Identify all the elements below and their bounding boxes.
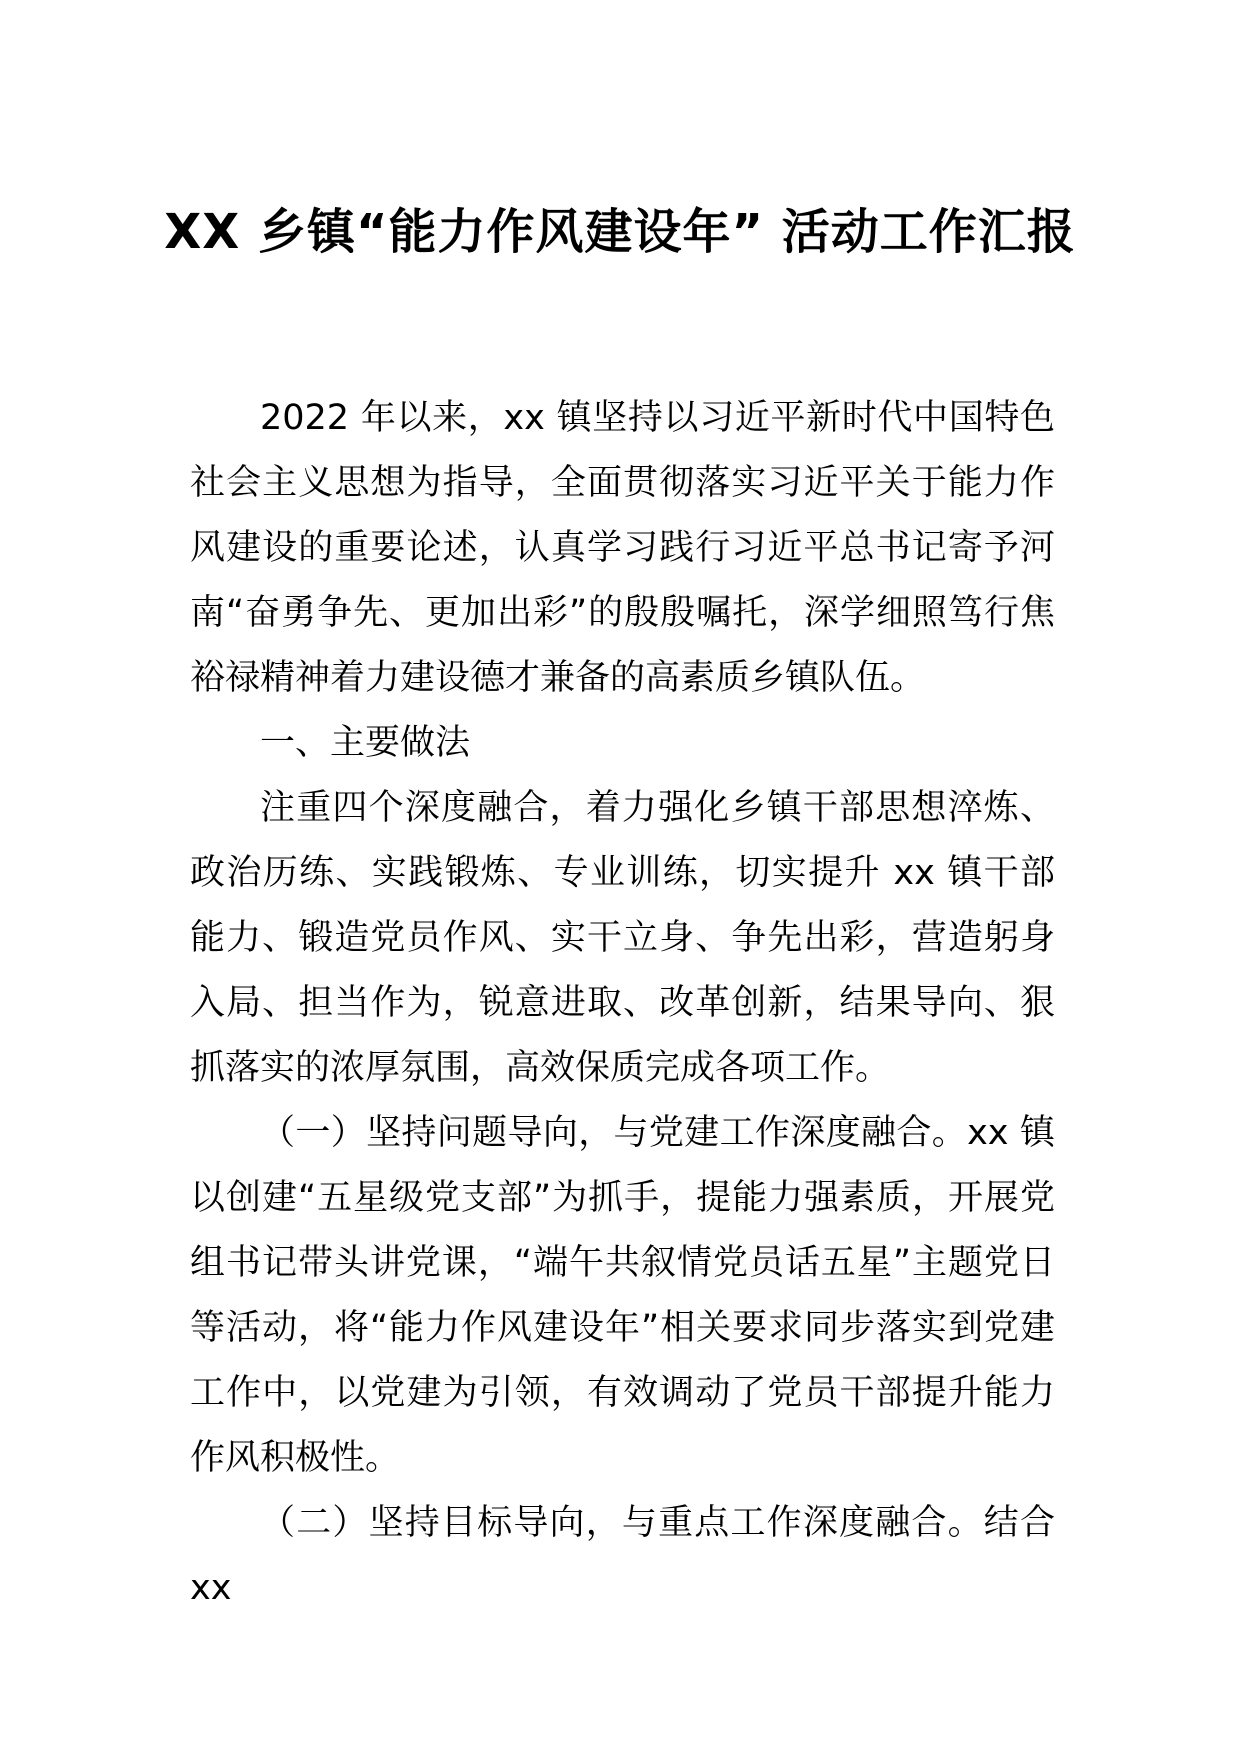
document-body: [190, 386, 1055, 1621]
section-heading-main-practices: 一、主要做法: [260, 723, 471, 763]
document-title: XX 乡镇“能力作风建设年” 活动工作汇报: [164, 204, 1076, 260]
item-one-paragraph: （一）坚持问题导向，与党建工作深度融合。xx 镇以创建“五星级党支部”为抓手，提能力强素质，开展党组书记带头讲党课，“端午共叙情党员话五星”主题党日等活动，将“能力作风建设年”相关要求同步落实到党建工作中，以党建为引领，有效调动了党员干部提升能力作风积极性。: [190, 1113, 1055, 1478]
item-two-paragraph: （二）坚持目标导向，与重点工作深度融合。结合 xx: [190, 1503, 1055, 1608]
intro-paragraph: 2022 年以来，xx 镇坚持以习近平新时代中国特色社会主义思想为指导，全面贯彻落实习近平关于能力作风建设的重要论述，认真学习践行习近平总书记寄予河南“奋勇争先、更加出彩”的殷殷嘱托，深学细照笃行焦裕禄精神着力建设德才兼备的高素质乡镇队伍。: [190, 398, 1055, 698]
overview-paragraph: 注重四个深度融合，着力强化乡镇干部思想淬炼、政治历练、实践锻炼、专业训练，切实提升 xx 镇干部能力、锻造党员作风、实干立身、争先出彩，营造躬身入局、担当作为，锐意进取、改革创新，结果导向、狠抓落实的浓厚氛围，高效保质完成各项工作。: [190, 788, 1055, 1088]
